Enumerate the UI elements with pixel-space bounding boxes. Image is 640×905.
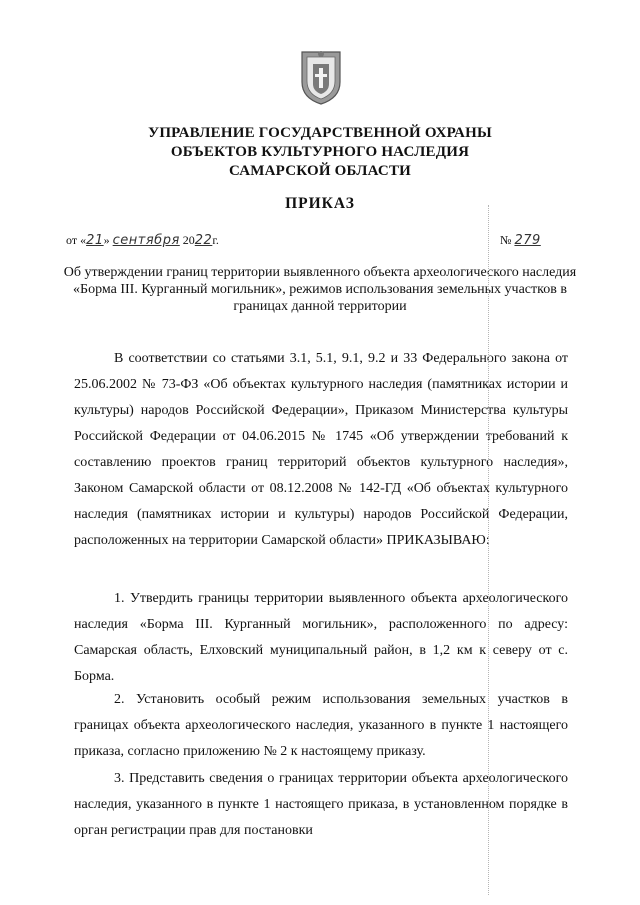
number-value-handwritten: 279 xyxy=(514,233,541,248)
agency-name-line-2: ОБЪЕКТОВ КУЛЬТУРНОГО НАСЛЕДИЯ xyxy=(170,144,470,160)
date-year-prefix: 20 xyxy=(182,233,195,247)
date-month-handwritten: сентября xyxy=(112,233,180,248)
preamble-paragraph: В соответствии со статьями 3.1, 5.1, 9.1, 9.2 и 33 Федерального закона от 25.06.2002 № 73-ФЗ «Об объектах культурного наследия (памятниках истории и культуры) народов Российской Федерации», Приказом Министерства культуры Российской Федерации от 04.06.2015 № 1745 «Об утверждении требований к составлению проектов границ территорий объектов культурного наследия», Законом Самарской области от 08.12.2008 № 142-ГД «Об объектах культурного наследия (памятниках истории и культуры) народов Российской Федерации, расположенных на территории Самарской области» ПРИКАЗЫВАЮ: xyxy=(74,351,568,548)
coat-of-arms-emblem xyxy=(298,48,344,106)
agency-name-line-1: УПРАВЛЕНИЕ ГОСУДАРСТВЕННОЙ ОХРАНЫ xyxy=(148,125,492,141)
date-day-handwritten: 21 xyxy=(86,233,104,248)
date-mid: » xyxy=(103,233,110,247)
clause-1-paragraph: 1. Утвердить границы территории выявленного объекта археологического наследия «Борма III. Курганный могильник», расположенного по адресу: Самарская область, Елховский муниципальный район, в 1,2 км к северу от с. Борма. xyxy=(74,591,568,684)
order-number xyxy=(500,233,541,248)
order-date xyxy=(66,233,219,248)
number-prefix: № xyxy=(500,233,512,247)
document-type-title: ПРИКАЗ xyxy=(285,195,355,212)
date-year-handwritten: 22 xyxy=(194,233,213,248)
clause-2-paragraph: 2. Установить особый режим использования земельных участков в границах объекта археологического наследия, указанного в пункте 1 настоящего приказа, согласно приложению № 2 к настоящему приказу. xyxy=(74,692,568,759)
scan-fold-line xyxy=(488,205,490,895)
clause-3-paragraph: 3. Представить сведения о границах территории объекта археологического наследия, указанного в пункте 1 настоящего приказа, в установленном порядке в орган регистрации прав для постановки xyxy=(74,771,568,838)
agency-name-line-3: САМАРСКОЙ ОБЛАСТИ xyxy=(228,163,412,179)
date-suffix: г. xyxy=(212,233,219,247)
date-prefix: от « xyxy=(66,233,87,247)
order-subject: Об утверждении границ территории выявленного объекта археологического наследия «Борма III. Курганный могильник», режимов использования земельных участков в границах данной территории xyxy=(63,265,577,314)
